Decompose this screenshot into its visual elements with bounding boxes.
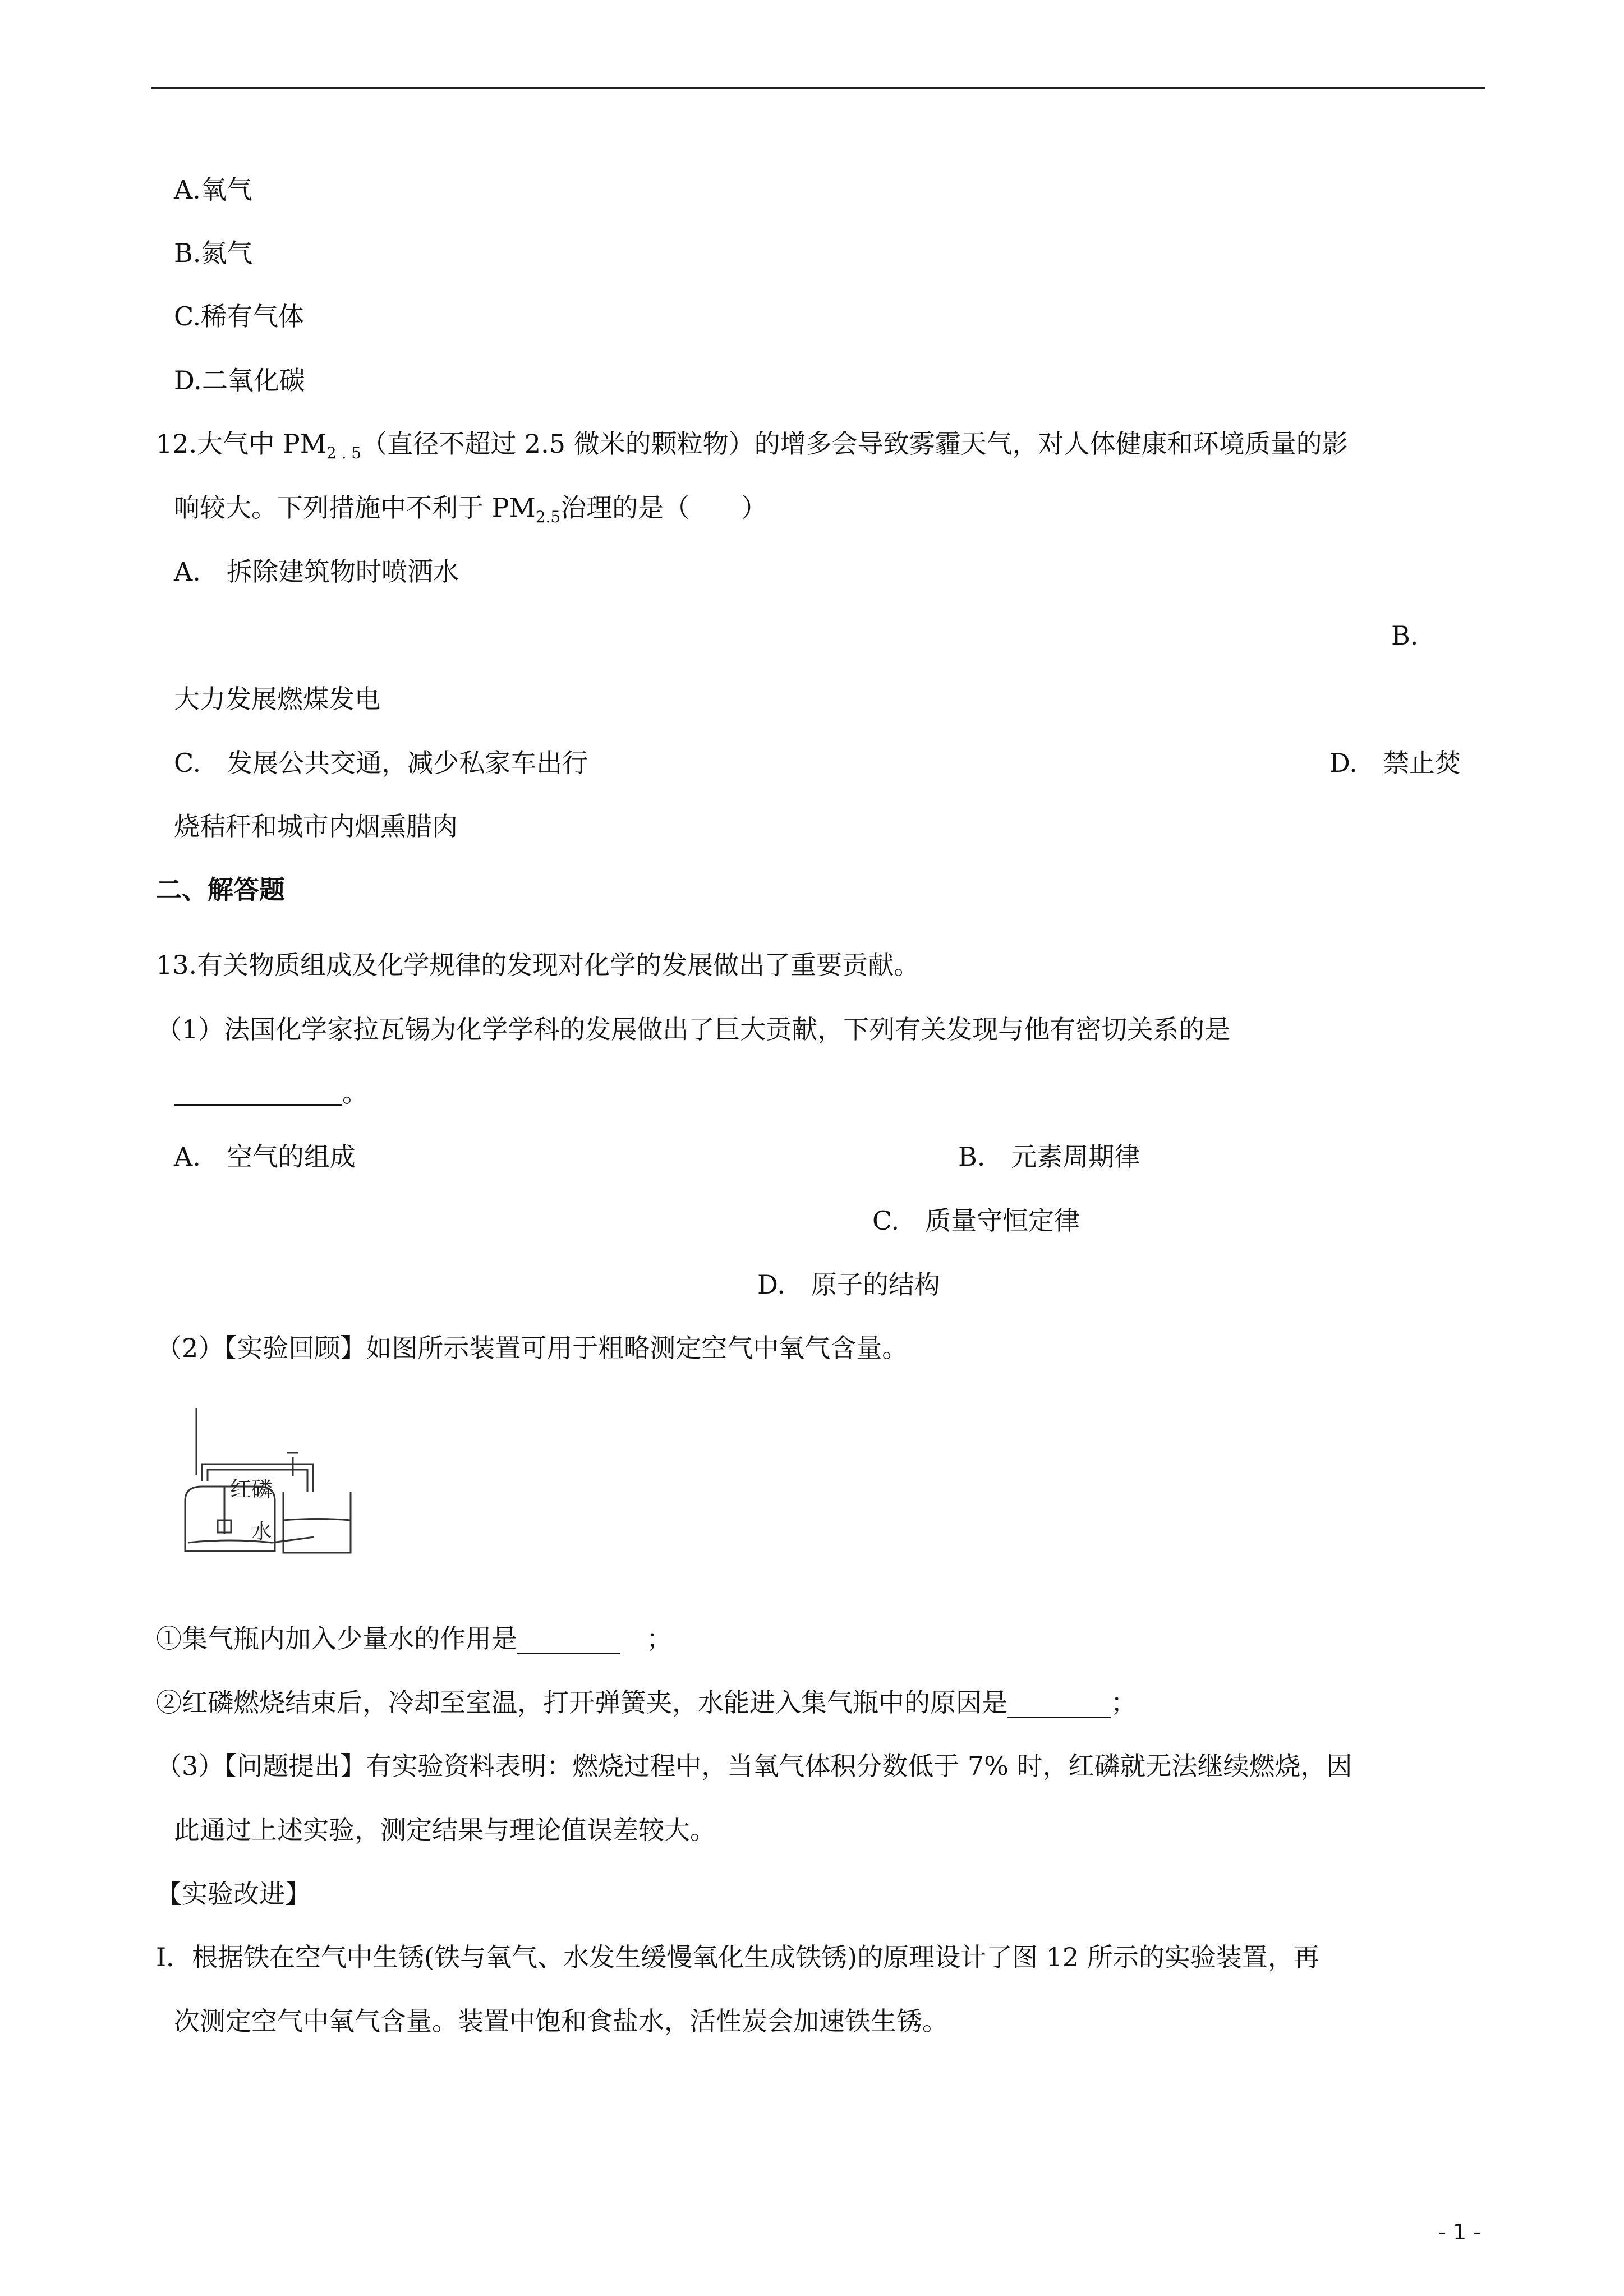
section-title: 二、解答题 [156, 875, 285, 905]
figure-label-red-phosphorus: 红磷 [230, 1477, 273, 1502]
q12-option-d-cont: 烧秸秆和城市内烟熏腊肉 [174, 811, 458, 841]
q12-stem2-pre: 响较大。下列措施中不利于 PM [174, 493, 536, 523]
q13-part2-question2: ②红磷燃烧结束后，冷却至室温，打开弹簧夹，水能进入集气瓶中的原因是________； [156, 1687, 1137, 1718]
q11-option-a: A.氧气 [174, 174, 252, 205]
q13-option-a: A. 空气的组成 [174, 1142, 356, 1172]
q13-option-d: D. 原子的结构 [757, 1269, 940, 1300]
q12-option-c: C. 发展公共交通，减少私家车出行 [174, 748, 588, 778]
q12-stem2-sub: 2.5 [535, 508, 561, 526]
header-rule [151, 87, 1485, 89]
q13-option-c: C. 质量守恒定律 [872, 1205, 1080, 1236]
q12-option-d: D. 禁止焚 [1329, 748, 1461, 778]
q13-option-b: B. 元素周期律 [958, 1142, 1140, 1172]
q12-option-a: A. 拆除建筑物时喷洒水 [174, 556, 459, 587]
q11-option-b: B.氮气 [174, 238, 253, 268]
q12-stem-sub: 2 . 5 [326, 444, 362, 462]
q13-part3-line1: （3）【问题提出】有实验资料表明：燃烧过程中，当氧气体积分数低于 7% 时，红磷就无法继续燃烧，因 [156, 1751, 1352, 1781]
q12-stem2-post: 治理的是（ ） [560, 493, 767, 523]
answer-blank [174, 1082, 342, 1106]
q13-part2-question1: ①集气瓶内加入少量水的作用是________ ； [156, 1623, 672, 1654]
q12-stem-line1 [156, 431, 1348, 461]
q12-option-b-text: 大力发展燃煤发电 [174, 684, 380, 714]
q13-part3-line2: 此通过上述实验，测定结果与理论值误差较大。 [174, 1815, 716, 1845]
q12-stem-pre: 12.大气中 PM [156, 429, 326, 459]
q13-part1-end: 。 [342, 1078, 368, 1108]
q13-improve-line2: 次测定空气中氧气含量。装置中饱和食盐水，活性炭会加速铁生锈。 [174, 2006, 948, 2036]
q13-part2: （2）【实验回顾】如图所示装置可用于粗略测定空气中氧气含量。 [156, 1333, 908, 1363]
q11-option-d: D.二氧化碳 [174, 365, 305, 395]
page-number: - 1 - [1438, 2220, 1481, 2244]
apparatus-figure [168, 1408, 359, 1559]
q13-improve-title: 【实验改进】 [156, 1879, 311, 1909]
q13-part1: （1）法国化学家拉瓦锡为化学学科的发展做出了巨大贡献，下列有关发现与他有密切关系的是 [156, 1014, 1231, 1045]
q12-stem-post: （直径不超过 2.5 微米的颗粒物）的增多会导致雾霾天气，对人体健康和环境质量的影 [361, 429, 1348, 459]
q11-option-c: C.稀有气体 [174, 301, 305, 332]
q13-part1-blank-line [174, 1080, 368, 1106]
q12-option-b-letter: B. [1391, 620, 1419, 651]
q13-improve-line1: Ⅰ．根据铁在空气中生锈(铁与氧气、水发生缓慢氧化生成铁锈)的原理设计了图 12 所示的实验装置，再 [156, 1942, 1319, 1972]
figure-label-water: 水 [251, 1520, 272, 1543]
q13-stem: 13.有关物质组成及化学规律的发现对化学的发展做出了重要贡献。 [156, 950, 920, 980]
q12-stem-line2 [174, 495, 767, 525]
